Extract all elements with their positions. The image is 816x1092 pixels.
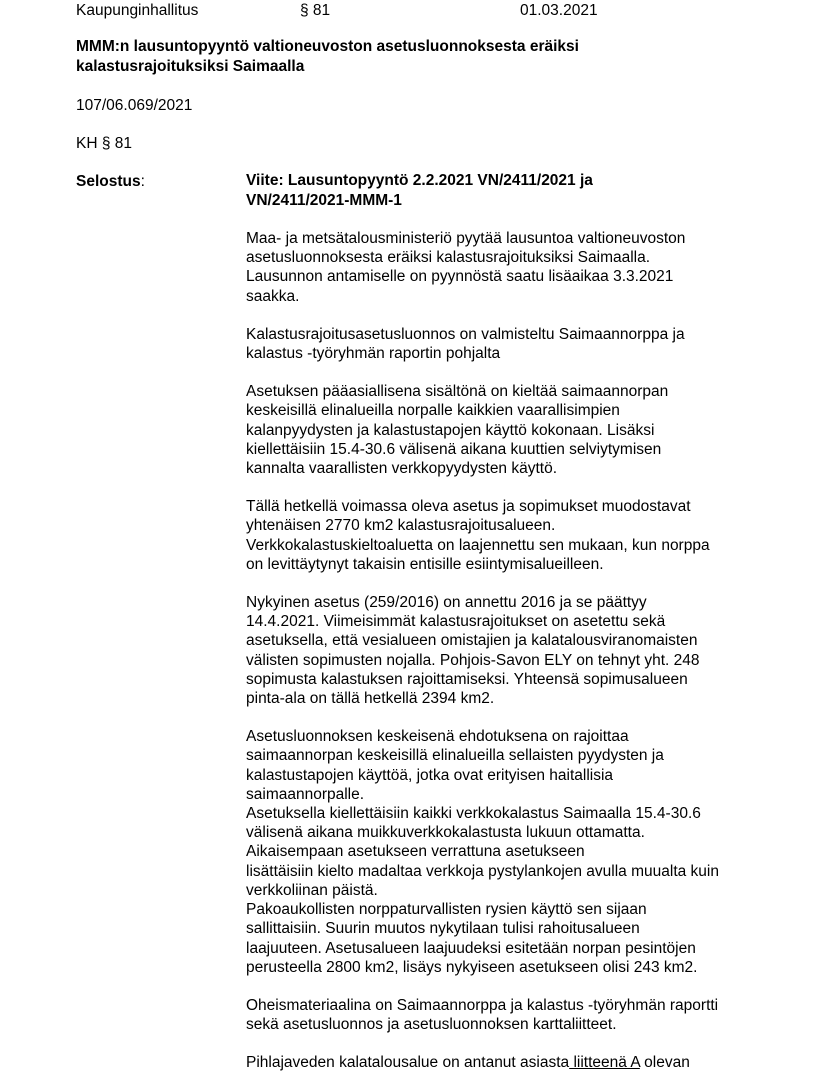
paragraph-line: Asetuksella kiellettäisiin kaikki verkkokalastus Saimaalla 15.4-30.6 [246, 805, 701, 823]
body-paragraph [246, 382, 746, 478]
header-section: § 81 [300, 2, 331, 19]
paragraph-line: saimaannorpan keskeisillä elinalueilla sellaisten pyydysten ja [246, 747, 664, 765]
paragraph-line: Aikaisempaan asetukseen verrattuna asetukseen [246, 843, 585, 861]
paragraph-line: Nykyinen asetus (259/2016) on annettu 2016 ja se päättyy [246, 594, 647, 612]
paragraph-line: lisättäisiin kielto madaltaa verkkoja pystylankojen avulla muualta kuin [246, 862, 719, 880]
paragraphs [246, 229, 746, 1034]
selostus-body [246, 171, 746, 1092]
attachment-a-link[interactable]: liitteenä A [569, 1054, 640, 1072]
paragraph-line: välisten sopimusten nojalla. Pohjois-Savon ELY on tehnyt yht. 248 [246, 651, 700, 669]
paragraph-line: Asetuksen pääasiallisena sisältönä on kieltää saimaannorpan [246, 383, 669, 401]
body-paragraph [246, 325, 746, 363]
record-number: 107/06.069/2021 [76, 97, 193, 114]
paragraph-line: Lausunnon antamiselle on pyynnöstä saatu lisäaikaa 3.3.2021 [246, 268, 674, 286]
viite-line: VN/2411/2021-MMM-1 [246, 192, 402, 209]
selostus-label [76, 172, 145, 192]
paragraph-line: sopimusta kalastuksen rajoittamiseksi. Yhteensä sopimusalueen [246, 670, 688, 688]
paragraph-line: kalanpyydysten ja kalastustapojen käyttö kokonaan. Lisäksi [246, 421, 655, 439]
last-paragraph [246, 1053, 746, 1072]
body-paragraph [246, 593, 746, 708]
paragraph-line: on levittäytynyt takaisin entisille esiintymisalueilleen. [246, 555, 604, 573]
paragraph-line: saimaannorpalle. [246, 785, 365, 803]
paragraph-line: 14.4.2021. Viimeisimmät kalastusrajoitukset on asetettu sekä [246, 613, 666, 631]
body-paragraph [246, 996, 746, 1034]
paragraph-line: verkkoliinan päistä. [246, 881, 378, 899]
last-line-tail: olevan [639, 1054, 690, 1072]
paragraph-line: Verkkokalastuskieltoaluetta on laajennettu sen mukaan, kun norppa [246, 536, 710, 554]
paragraph-line: asetuksella, että vesialueen omistajien ja kalatalousviranomaisten [246, 632, 698, 650]
paragraph-line: saakka. [246, 287, 300, 305]
document-title [76, 37, 776, 77]
paragraph-line: Kalastusrajoitusasetusluonnos on valmisteltu Saimaannorppa ja [246, 325, 685, 343]
paragraph-line: Asetusluonnoksen keskeisenä ehdotuksena on rajoittaa [246, 728, 629, 746]
paragraph-line: kalastus -työryhmän raportin pohjalta [246, 345, 501, 363]
paragraph-line: sallittaisiin. Suurin muutos nykytilaan tulisi rahoitusalueen [246, 920, 640, 938]
paragraph-line: laajuuteen. Asetusalueen laajuudeksi esitetään norpan pesintöjen [246, 939, 696, 957]
paragraph-line: asetusluonnoksesta eräiksi kalastusrajoituksiksi Saimaalla. [246, 249, 651, 267]
body-paragraph [246, 497, 746, 574]
last-line-text: Pihlajaveden kalatalousalue on antanut asiasta [246, 1054, 570, 1072]
viite-reference [246, 171, 746, 211]
paragraph-line: sekä asetusluonnos ja asetusluonnoksen karttaliitteet. [246, 1016, 617, 1034]
paragraph-line: Pakoaukollisten norppaturvallisten rysien käyttö sen sijaan [246, 901, 647, 919]
header-date: 01.03.2021 [520, 2, 598, 19]
paragraph-line: kannalta vaarallisten verkkopyydysten käyttö. [246, 460, 558, 478]
body-paragraph [246, 727, 746, 977]
paragraph-line: välisenä aikana muikkuverkkokalastusta lukuun ottamatta. [246, 824, 645, 842]
paragraph-line: kalastustapojen käyttöä, jotka ovat erityisen haitallisia [246, 766, 614, 784]
title-line: MMM:n lausuntopyyntö valtioneuvoston asetusluonnoksesta eräiksi [76, 38, 579, 55]
paragraph-line: yhtenäisen 2770 km2 kalastusrajoitusalueen. [246, 517, 556, 535]
paragraph-line: kiellettäisiin 15.4-30.6 välisenä aikana kuuttien selviytymisen [246, 440, 662, 458]
title-line: kalastusrajoituksiksi Saimaalla [76, 58, 305, 75]
body-paragraph [246, 229, 746, 306]
paragraph-line: Oheismateriaalina on Saimaannorppa ja kalastus -työryhmän raportti [246, 996, 719, 1014]
paragraph-line: Tällä hetkellä voimassa oleva asetus ja sopimukset muodostavat [246, 498, 691, 516]
paragraph-line: Maa- ja metsätalousministeriö pyytää lausuntoa valtioneuvoston [246, 230, 686, 247]
kh-reference: KH § 81 [76, 135, 133, 152]
header-organ: Kaupunginhallitus [76, 2, 199, 19]
paragraph-line: pinta-ala on tällä hetkellä 2394 km2. [246, 690, 495, 708]
viite-line: Viite: Lausuntopyyntö 2.2.2021 VN/2411/2021 ja [246, 172, 593, 189]
paragraph-line: keskeisillä elinalueilla norpalle kaikkien vaarallisimpien [246, 402, 620, 420]
paragraph-line: perusteella 2800 km2, lisäys nykyiseen asetukseen olisi 243 km2. [246, 958, 698, 976]
selostus-label-text: Selostus [76, 173, 141, 190]
selostus-colon: : [140, 173, 145, 190]
